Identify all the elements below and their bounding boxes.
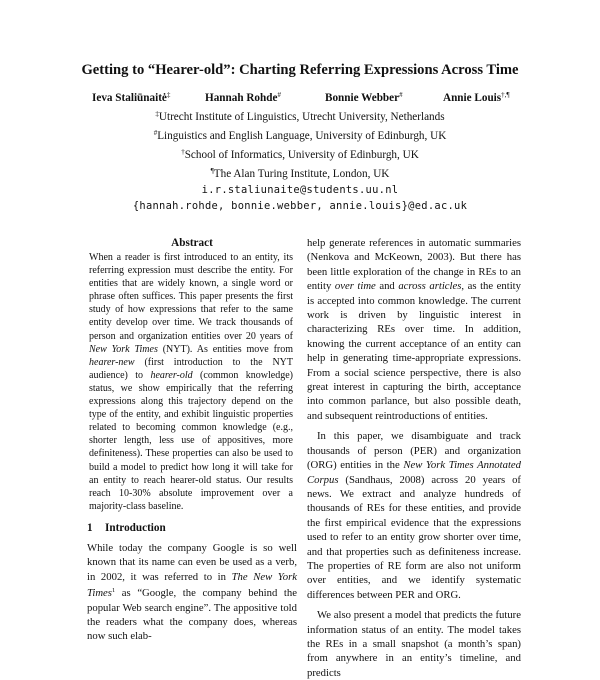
- abstract-text: When a reader is first introduced to an entity, its referring expression must describe the entity. For entities that are widely known, a single word or phrase often suffices. This paper presents the first study of how expressions that refer to the same entity develop over time. We track thousands of person and organization entities over 20 years of New York Times (NYT). As entities move from hearer-new (first introduction to the NYT audience) to hearer-old (common knowledge) status, we show empirically that the referring expressions along this trajectory depend on the type of the entity, and exhibit linguistic properties related to becoming common knowledge (e.g., shorter length, less use of appositives, more definiteness). These properties can also be used to build a model to predict how long it will take for an entity to reach hearer-old status. Our results reach 10-30% absolute improvement over a majority-class baseline.: [89, 252, 294, 512]
- affiliation: †School of Informatics, University of Edinburgh, UK: [181, 148, 419, 161]
- right-column: [307, 236, 521, 680]
- affiliation: ¶The Alan Turing Institute, London, UK: [210, 167, 390, 180]
- paper-title: Getting to “Hearer-old”: Charting Referring Expressions Across Time: [81, 62, 519, 78]
- body-paragraph: help generate references in automatic summaries (Nenkova and McKeown, 2003). But there has been little exploration of the change in REs to an entity over time and across articles, as the entity is accepted into common knowledge. The current work is driven by linguistic interest in characterizing REs over time. In addition, knowing the current acceptance of an entity can help in generating time-appropriate expressions. From a social science perspective, there is also great interest in capturing the birth, acceptance into common parlance, but also possible death, and subsequent reintroductions of entities.: [307, 237, 521, 422]
- author: Hannah Rohde#: [205, 91, 281, 104]
- author: Bonnie Webber#: [325, 91, 403, 104]
- affiliation: #Linguistics and English Language, University of Edinburgh, UK: [153, 129, 447, 142]
- email: {hannah.rohde, bonnie.webber, annie.louis}@ed.ac.uk: [132, 200, 468, 212]
- abstract-heading: Abstract: [171, 237, 213, 249]
- affiliation: ‡Utrecht Institute of Linguistics, Utrecht University, Netherlands: [155, 110, 445, 123]
- left-column: [87, 236, 297, 644]
- author: Ieva Staliūnaitė‡: [92, 91, 171, 104]
- author: Annie Louis†,¶: [443, 91, 510, 104]
- body-paragraph: We also present a model that predicts the future information status of an entity. The model takes the REs in a small snapshot (a month’s span) from anywhere in an entity’s timeline, and predicts: [307, 609, 521, 679]
- section-heading: 1 Introduction: [87, 521, 166, 534]
- email: i.r.staliunaite@students.uu.nl: [201, 184, 399, 196]
- intro-paragraph: While today the company Google is so well known that its name can even be used as a verb, in 2002, it was referred to in The New York Times$^1$ as “Google, the company behind the popular Web search engine”. The appositive told the readers what the company does, whereas now such elab-: [87, 541, 298, 643]
- body-paragraph: In this paper, we disambiguate and track thousands of person (PER) and organization (ORG) entities in the New York Times Annotated Corpus (Sandhaus, 2008) across 20 years of news. We extract and analyze hundreds of thousands of REs for these entities, and provide the first empirical evidence that the expressions used to refer to an entity grow shorter over time, and that properties such as definiteness increase. The properties of RE form are also not uniform over entities, and we identify systematic differences between PER and ORG.: [307, 430, 522, 601]
- affiliations: [0, 106, 600, 214]
- author-list: [92, 91, 522, 106]
